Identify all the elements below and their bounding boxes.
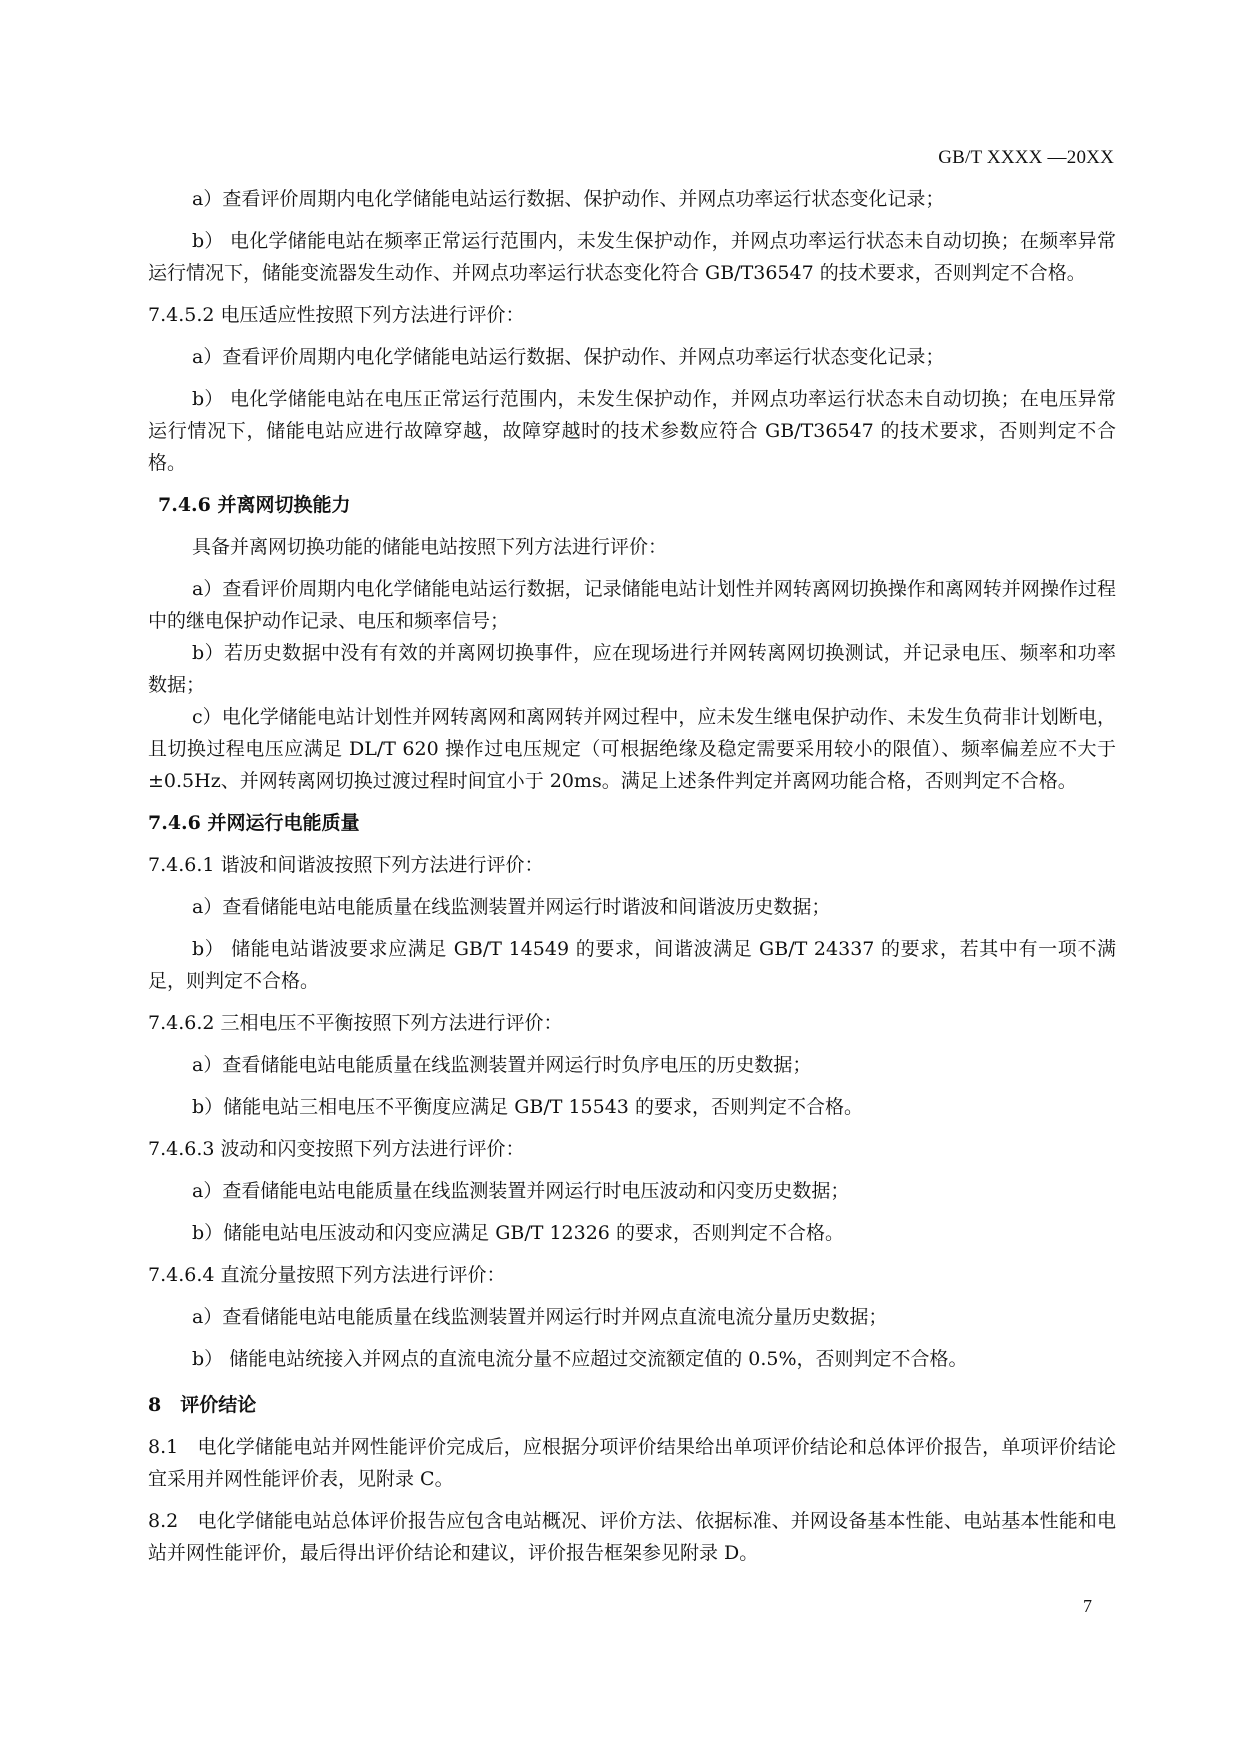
document-code-header: GB/T XXXX —20XX [938, 147, 1114, 168]
paragraph-8-1: 8.1 电化学储能电站并网性能评价完成后，应根据分项评价结果给出单项评价结论和总体评价报告，单项评价结论宜采用并网性能评价表，见附录 C。 [148, 1436, 1116, 1490]
section-746-switching-heading: 7.4.6 并离网切换能力 [158, 494, 351, 516]
paragraph-7452-a: a）查看评价周期内电化学储能电站运行数据、保护动作、并网点功率运行状态变化记录； [192, 346, 945, 368]
paragraph-7451-b: b） 电化学储能电站在频率正常运行范围内，未发生保护动作，并网点功率运行状态未自动切换；在频率异常运行情况下，储能变流器发生动作、并网点功率运行状态变化符合 GB/T36547 的技术要求，否则判定不合格。 [148, 230, 1116, 284]
paragraph-746-b: b）若历史数据中没有有效的并离网切换事件，应在现场进行并网转离网切换测试，并记录电压、频率和功率数据； [148, 642, 1116, 696]
clause-7452-heading: 7.4.5.2 电压适应性按照下列方法进行评价： [148, 304, 525, 326]
paragraph-7463-b: b）储能电站电压波动和闪变应满足 GB/T 12326 的要求，否则判定不合格。 [192, 1222, 844, 1244]
paragraph-7461-a: a）查看储能电站电能质量在线监测装置并网运行时谐波和间谐波历史数据； [192, 896, 831, 918]
paragraph-7462-b: b）储能电站三相电压不平衡度应满足 GB/T 15543 的要求，否则判定不合格。 [192, 1096, 863, 1118]
clause-7462-heading: 7.4.6.2 三相电压不平衡按照下列方法进行评价： [148, 1012, 563, 1034]
section-8-heading: 8 评价结论 [148, 1394, 257, 1416]
paragraph-7462-a: a）查看储能电站电能质量在线监测装置并网运行时负序电压的历史数据； [192, 1054, 812, 1076]
paragraph-8-2: 8.2 电化学储能电站总体评价报告应包含电站概况、评价方法、依据标准、并网设备基本性能、电站基本性能和电站并网性能评价，最后得出评价结论和建议，评价报告框架参见附录 D。 [148, 1510, 1116, 1564]
clause-7461-heading: 7.4.6.1 谐波和间谐波按照下列方法进行评价： [148, 854, 544, 876]
document-body [148, 183, 1116, 1579]
page-number: 7 [1083, 1596, 1092, 1616]
clause-7463-heading: 7.4.6.3 波动和闪变按照下列方法进行评价： [148, 1138, 525, 1160]
paragraph-746-c: c）电化学储能电站计划性并网转离网和离网转并网过程中，应未发生继电保护动作、未发生负荷非计划断电，且切换过程电压应满足 DL/T 620 操作过电压规定（可根据绝缘及稳定需要采用较小的限值）、频率偏差应不大于±0.5Hz、并网转离网切换过渡过程时间宜小于 20ms。满足上述条件判定并离网功能合格，否则判定不合格。 [148, 706, 1116, 792]
paragraph-7452-b: b） 电化学储能电站在电压正常运行范围内，未发生保护动作，并网点功率运行状态未自动切换；在电压异常运行情况下，储能电站应进行故障穿越，故障穿越时的技术参数应符合 GB/T36547 的技术要求，否则判定不合格。 [148, 388, 1116, 474]
paragraph-746-intro: 具备并离网切换功能的储能电站按照下列方法进行评价： [192, 536, 668, 558]
paragraph-7464-b: b） 储能电站统接入并网点的直流电流分量不应超过交流额定值的 0.5%，否则判定不合格。 [192, 1348, 968, 1370]
paragraph-7451-a: a）查看评价周期内电化学储能电站运行数据、保护动作、并网点功率运行状态变化记录； [192, 188, 945, 210]
clause-7464-heading: 7.4.6.4 直流分量按照下列方法进行评价： [148, 1264, 506, 1286]
paragraph-7461-b: b） 储能电站谐波要求应满足 GB/T 14549 的要求，间谐波满足 GB/T 24337 的要求，若其中有一项不满足，则判定不合格。 [148, 938, 1116, 992]
paragraph-7463-a: a）查看储能电站电能质量在线监测装置并网运行时电压波动和闪变历史数据； [192, 1180, 850, 1202]
section-746-power-quality-heading: 7.4.6 并网运行电能质量 [148, 812, 360, 834]
paragraph-746-a: a）查看评价周期内电化学储能电站运行数据，记录储能电站计划性并网转离网切换操作和离网转并网操作过程中的继电保护动作记录、电压和频率信号； [148, 578, 1116, 632]
paragraph-7464-a: a）查看储能电站电能质量在线监测装置并网运行时并网点直流电流分量历史数据； [192, 1306, 888, 1328]
